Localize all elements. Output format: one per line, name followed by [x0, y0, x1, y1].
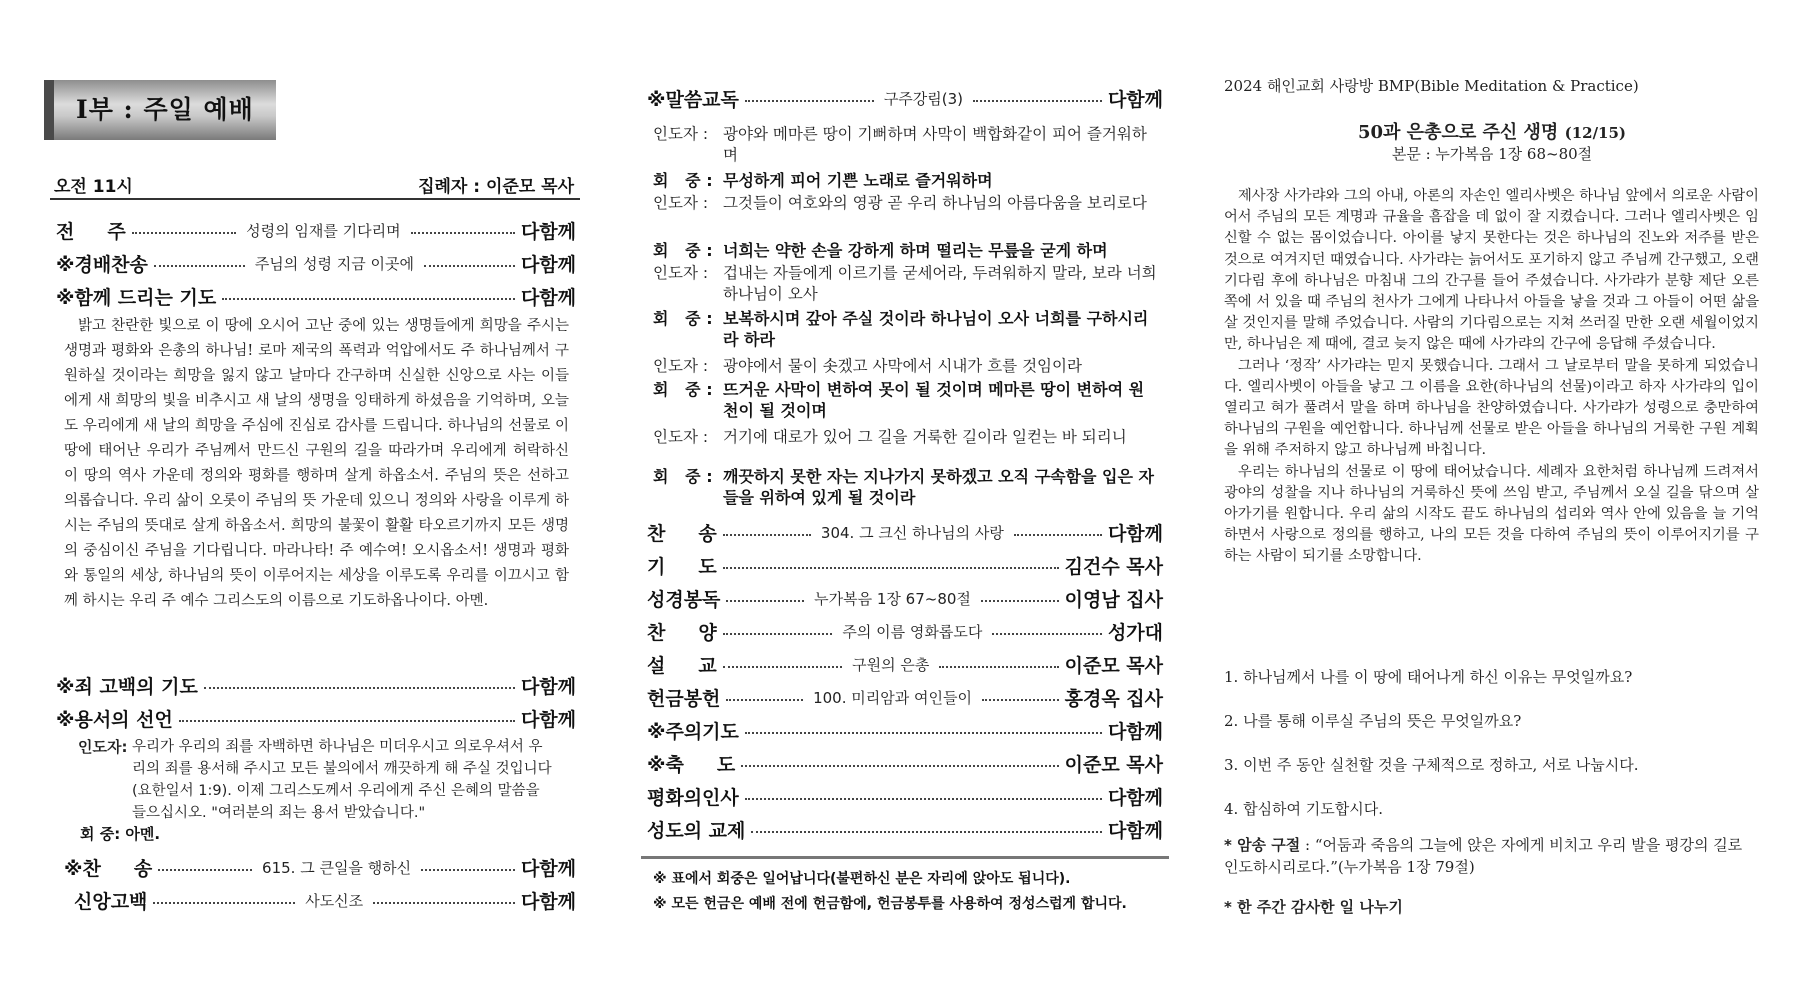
study-header: 2024 해인교회 사랑방 BMP(Bible Meditation & Practice) [1224, 77, 1639, 95]
congregation-response [653, 379, 1158, 421]
leader-reading [653, 124, 1158, 166]
absolution-leader-label: 인도자: [78, 738, 128, 756]
congregation-response [653, 466, 1158, 508]
order-item-anthem: 찬 양 주의 이름 영화롭도다 성가대 [647, 621, 1163, 644]
reading-speaker: 인도자 : [653, 125, 709, 143]
absolution-reading [78, 736, 556, 824]
reading-text: 거기에 대로가 있어 그 길을 거룩한 길이라 일컫는 바 되리니 [723, 428, 1127, 446]
standing-note: ※ 표에서 회중은 일어납니다(불편하신 분은 자리에 앉아도 됩니다). [653, 871, 1071, 887]
order-item-fellowship: 성도의 교제 다함께 [647, 819, 1163, 842]
order-item-scripture-reading: 성경봉독 누가복음 1장 67~80절 이영남 집사 [647, 588, 1164, 611]
reading-text: 깨끗하지 못한 자는 지나가지 못하겠고 오직 구속함을 입은 자들을 위하여 있게 될 것이라 [723, 467, 1154, 507]
reading-text: 보복하시며 갚아 주실 것이라 하나님이 오사 너희를 구하시리라 하라 [723, 309, 1149, 349]
order-item-hymn: ※찬 송 615. 그 큰일을 행하신 다함께 [64, 857, 576, 880]
order-item-benediction: ※축 도 이준모 목사 [647, 753, 1163, 776]
order-item-absolution: ※용서의 선언 다함께 [56, 708, 576, 731]
order-item-offering: 헌금봉헌 100. 미리암과 여인들이 홍경옥 집사 [647, 687, 1164, 710]
study-paragraph: 우리는 하나님의 선물로 이 땅에 태어났습니다. 세례자 요한처럼 하나님께 드려져서 광야의 성찰을 지나 하나님의 거룩하신 뜻에 쓰임 받고, 주님께서 오실 길을 닦으며 살아가기를 원합니다. 우리 삶의 시작도 끝도 하나님의 섭리와 역사 안에 있음을 늘 기억하면서 사랑으로 정의를 행하고, 나의 모든 것을 다하여 주님의 뜻이 이루어지기를 구하는 사람이 되기를 소망합니다. [1224, 463, 1759, 565]
common-prayer-text: 밝고 찬란한 빛으로 이 땅에 오시어 고난 중에 있는 생명들에게 희망을 주시는 생명과 평화와 은총의 하나님! 로마 제국의 폭력과 억압에서도 주 하나님께서 구원하실 것이라는 희망을 잃지 않고 날마다 간구하며 신실한 신앙으로 사는 이들에게 새 희망의 빛을 비추시고 새 날의 생명을 잉태하게 하셨음을 기억하며, 오늘도 우리에게 새 날의 희망을 주심에 진심로 감사를 드립니다. 하나님의 선물로 이 땅에 태어난 우리가 주님께서 만드신 구원의 길을 따라가며 우리에게 허락하신 이 땅의 역사 가운데 정의와 평화를 행하며 살게 하옵소서. 주님의 뜻은 선하고 의롭습니다. 우리 삶이 오롯이 주님의 뜻 가운데 있으니 정의와 사랑을 이루게 하시는 주님의 뜻대로 살게 하옵소서. 희망의 불꽃이 활활 타오르기까지 모든 생명의 중심이신 주님을 기다립니다. 마라나타! 주 예수여! 오시옵소서! 생명과 평화와 통일의 세상, 하나님의 뜻이 이루어지는 세상을 이루도록 우리를 이끄시고 함께 하시는 우리 주 예수 그리스도의 이름으로 기도하옵나이다. 아멘. [64, 318, 569, 609]
order-item-sermon: 설 교 구원의 은총 이준모 목사 [647, 654, 1163, 677]
leader-reading [653, 356, 1158, 377]
question-4: 4. 합심하여 기도합시다. [1224, 800, 1384, 818]
presider: 집례자 : 이준모 목사 [418, 177, 574, 197]
memory-verse [1224, 834, 1759, 878]
reading-speaker: 회 중 : [653, 241, 713, 260]
reading-speaker: 회 중 : [653, 309, 713, 328]
reading-speaker: 인도자 : [653, 357, 709, 375]
sharing-prompt: * 한 주간 감사한 일 나누기 [1224, 898, 1403, 916]
scripture-reference: 본문 : 누가복음 1장 68~80절 [1391, 145, 1593, 163]
reading-speaker: 회 중 : [653, 467, 713, 486]
order-item-prayer: 기 도 김건수 목사 [647, 555, 1163, 578]
offering-note: ※ 모든 헌금은 예배 전에 헌금함에, 헌금봉투를 사용하여 정성스럽게 합니다. [653, 896, 1127, 912]
order-item-creed: 신앙고백 사도신조 다함께 [74, 890, 577, 913]
reading-text: 너희는 약한 손을 강하게 하며 떨리는 무릎을 굳게 하며 [723, 241, 1108, 260]
congregation-response [653, 308, 1158, 350]
reading-speaker: 회 중 : [653, 171, 713, 190]
leader-reading [653, 427, 1158, 448]
lesson-title [1222, 118, 1762, 144]
reading-text: 무성하게 피어 기쁜 노래로 즐거워하며 [723, 171, 993, 190]
order-item-common-prayer: ※함께 드리는 기도 다함께 [56, 286, 576, 309]
order-item-hymn: 찬 송 304. 그 크신 하나님의 사랑 다함께 [647, 522, 1163, 545]
service-time: 오전 11시 [54, 177, 133, 197]
question-2: 2. 나를 통해 이루실 주님의 뜻은 무엇일까요? [1224, 712, 1522, 730]
leader-reading [653, 193, 1158, 214]
section-title-bar [44, 80, 276, 140]
study-paragraph: 제사장 사가랴와 그의 아내, 아론의 자손인 엘리사벳은 하나님 앞에서 의로운 사람이어서 주님의 모든 계명과 규율을 흠잡을 데 없이 잘 지켰습니다. 그러나 엘리사벳은 임신할 수 없는 몸이었습니다. 아이를 낳지 못한다는 것은 하나님의 진노와 저주를 받은 것으로 여겨지던 때였습니다. 사가랴는 늙어서도 포기하지 않고 주님께 간구했고, 오랜 기다림 후에 하나님은 마침내 그의 간구를 들어 주셨습니다. 사가랴가 분향 제단 오른쪽에 서 있을 때 주님의 천사가 그에게 나타나서 아들을 낳을 것과 그 아들이 어떤 삶을 살 것인지를 말해 주었습니다. 사람의 기다림으로는 지쳐 쓰러질 만한 오랜 세월이었지만, 하나님은 제 때에, 결코 늦지 않은 때에 사가랴의 간구에 응답해 주셨습니다. [1224, 188, 1759, 353]
study-paragraph: 그러나 ‘정작’ 사가랴는 믿지 못했습니다. 그래서 그 날로부터 말을 못하게 되었습니다. 엘리사벳이 아들을 낳고 그 이름을 요한(하나님의 선물)이라고 하자 사가랴의 입이 열리고 혀가 풀려서 말을 하며 하나님을 찬양하였습니다. 사가랴가 성령으로 충만하여 하나님의 구원을 예언합니다. 하나님께 선물로 받은 아들을 하나님의 거룩한 구원 계획을 위해 주저하지 않고 하나님께 바칩니다. [1224, 357, 1759, 459]
absolution-response: 회 중: 아멘. [80, 825, 161, 843]
order-item-praise: ※경배찬송 주님의 성령 지금 이곳에 다함께 [56, 253, 577, 276]
reading-text: 뜨거운 사막이 변하여 못이 될 것이며 메마른 땅이 변하여 원천이 될 것이며 [723, 380, 1145, 420]
reading-speaker: 인도자 : [653, 264, 709, 282]
congregation-response [653, 170, 1158, 191]
leader-reading [653, 263, 1158, 305]
section-title: I부 : 주일 예배 [76, 95, 254, 124]
reading-text: 겁내는 자들에게 이르기를 굳세어라, 두려워하지 말라, 보라 너희 하나님이 오사 [723, 264, 1157, 303]
memory-verse-label: * 암송 구절 [1224, 836, 1301, 854]
memory-verse-text: : “어둠과 죽음의 그늘에 앉은 자에게 비치고 우리 발을 평강의 길로 인도하시리로다.”(누가복음 1장 79절) [1224, 836, 1743, 876]
reading-text: 광야에서 물이 솟겠고 사막에서 시내가 흐를 것임이라 [723, 357, 1082, 375]
question-1: 1. 하나님께서 나를 이 땅에 태어나게 하신 이유는 무엇일까요? [1224, 668, 1633, 686]
reading-text: 광야와 메마른 땅이 기뻐하며 사막이 백합화같이 피어 즐거워하며 [723, 125, 1147, 164]
order-item-lords-prayer: ※주의기도 다함께 [647, 720, 1163, 743]
order-item-responsive-reading: ※말씀교독 구주강림(3) 다함께 [647, 88, 1164, 111]
congregation-response [653, 240, 1158, 261]
reading-speaker: 회 중 : [653, 380, 713, 399]
absolution-text: 우리가 우리의 죄를 자백하면 하나님은 미더우시고 의로우셔서 우리의 죄를 용서해 주시고 모든 불의에서 깨끗하게 해 주실 것입니다(요한일서 1:9). 이제 그리스도께서 우리에게 주신 은혜의 말씀을 들으십시오. "여러분의 죄는 용서 받았습니다." [132, 739, 552, 821]
reading-text: 그것들이 여호와의 영광 곧 우리 하나님의 아름다움을 보리로다 [723, 194, 1147, 212]
reading-speaker: 인도자 : [653, 194, 709, 212]
reading-speaker: 인도자 : [653, 428, 709, 446]
question-3: 3. 이번 주 동안 실천할 것을 구체적으로 정하고, 서로 나눕시다. [1224, 756, 1639, 774]
order-item-passing-peace: 평화의인사 다함께 [647, 786, 1163, 809]
lesson-title-text: 50과 은총으로 주신 생명 [1357, 122, 1559, 143]
order-item-prelude: 전 주 성령의 임재를 기다리며 다함께 [56, 220, 577, 243]
divider [641, 856, 1169, 859]
service-header [50, 170, 580, 200]
lesson-date: (12/15) [1564, 124, 1627, 142]
order-item-confession: ※죄 고백의 기도 다함께 [56, 675, 576, 698]
study-body [1224, 186, 1759, 568]
